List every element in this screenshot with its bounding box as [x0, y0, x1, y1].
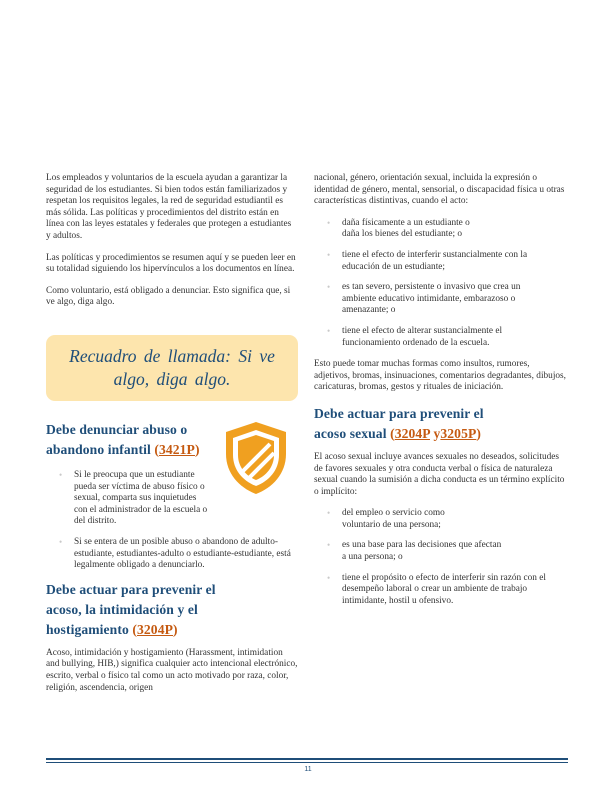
list-item: • del empleo o servicio como voluntario de una persona;: [314, 508, 566, 531]
sexual-heading-text: Debe actuar para prevenir el acoso sexual: [314, 405, 484, 441]
shield-icon: [222, 420, 290, 496]
callout-text: Recuadro de llamada: Si ve algo, diga algo.: [69, 346, 275, 389]
hib-heading: Debe actuar para prevenir el acoso, la intimidación y el hostigamiento (3204P): [46, 581, 216, 637]
list-item: • Si le preocupa que un estudiante pueda ser víctima de abuso físico o sexual, comparta sus inquietudes con el administrador de la escuela o del distrito.: [46, 470, 298, 528]
policy-link-3204p[interactable]: 3204P: [137, 621, 174, 637]
list-item: • es una base para las decisiones que afectan a una persona; o: [314, 540, 566, 563]
sexual-heading-join: y: [433, 425, 441, 441]
list-item: • es tan severo, persistente o invasivo que crea un ambiente educativo intimidante, embarazoso o amenazante; o: [314, 282, 566, 317]
abuse-heading-text: Debe denunciar abuso o abandono infantil: [46, 422, 188, 457]
sexual-harassment-paragraph: El acoso sexual incluye avances sexuales no deseados, solicitudes de favores sexuales y otra conducta verbal o física de naturaleza sexual cuando la sumisión a dicha conducta es un término explícito o implícito:: [314, 451, 565, 497]
policy-link-3421p[interactable]: 3421P: [158, 442, 195, 457]
policies-paragraph: Las políticas y procedimientos se resumen aquí y se pueden leer en su totalidad siguiendo los hipervínculos a los documentos en línea.: [46, 252, 296, 275]
list-item: • tiene el propósito o efecto de interferir sin razón con el desempeño laboral o crear un ambiente de trabajo intimidante, hostil u ofensivo.: [314, 573, 566, 608]
abuse-heading: Debe denunciar abuso o abandono infantil (3421P): [46, 422, 200, 457]
hib-heading-text: Debe actuar para prevenir el acoso, la intimidación y el hostigamiento: [46, 581, 216, 637]
footer-rule: [46, 758, 568, 760]
hib-continued-paragraph: nacional, género, orientación sexual, incluida la expresión o identidad de género, mental, sensorial, o discapacidad física u otras características distintivas, cuando el acto:: [314, 173, 565, 207]
list-item: • tiene el efecto de interferir sustancialmente con la educación de un estudiante;: [314, 250, 566, 273]
right-column: [314, 173, 566, 617]
page-number: 11: [304, 766, 312, 773]
list-item: • tiene el efecto de alterar sustancialmente el funcionamiento ordenado de la escuela.: [314, 326, 566, 349]
policy-link-3205p[interactable]: 3205P: [440, 425, 477, 441]
policy-link-3204p[interactable]: 3204P: [394, 425, 430, 441]
footer-rule-thin: [46, 762, 568, 763]
hib-definition-paragraph: Acoso, intimidación y hostigamiento (Harassment, intimidation and bullying, HIB,) significa cualquier acto intencional electrónico, escrito, verbal o físico tal como un acto motivado por raza, color, religión, ascendencia, origen: [46, 647, 298, 693]
callout-box: [46, 335, 298, 401]
list-item: • Si se entera de un posible abuso o abandono de adulto-estudiante, estudiantes-adulto o estudiante-estudiante, está legalmente obligado a denunciarlo.: [46, 537, 298, 572]
hib-criteria-list: [314, 218, 566, 349]
sexual-harassment-heading: Debe actuar para prevenir el acoso sexual (3204P y3205P): [314, 405, 484, 441]
sexual-harassment-list: [314, 508, 566, 607]
left-column: [46, 173, 298, 319]
volunteer-paragraph: Como voluntario, está obligado a denunciar. Esto significa que, si ve algo, diga algo.: [46, 285, 291, 308]
list-item: • daña físicamente a un estudiante o daña los bienes del estudiante; o: [314, 218, 566, 241]
intro-paragraph: Los empleados y voluntarios de la escuela ayudan a garantizar la seguridad de los estudiantes. Si bien todos están familiarizados y respetan los requisitos legales, la red de seguridad estudiantil es más sólida. Las políticas y procedimientos del distrito están en línea con las leyes estatales y federales que protegen a estudiantes y adultos.: [46, 173, 292, 241]
forms-paragraph: Esto puede tomar muchas formas como insultos, rumores, adjetivos, bromas, insinuaciones, comentarios degradantes, dibujos, caricaturas, bromas, gestos y rituales de iniciación.: [314, 359, 566, 393]
